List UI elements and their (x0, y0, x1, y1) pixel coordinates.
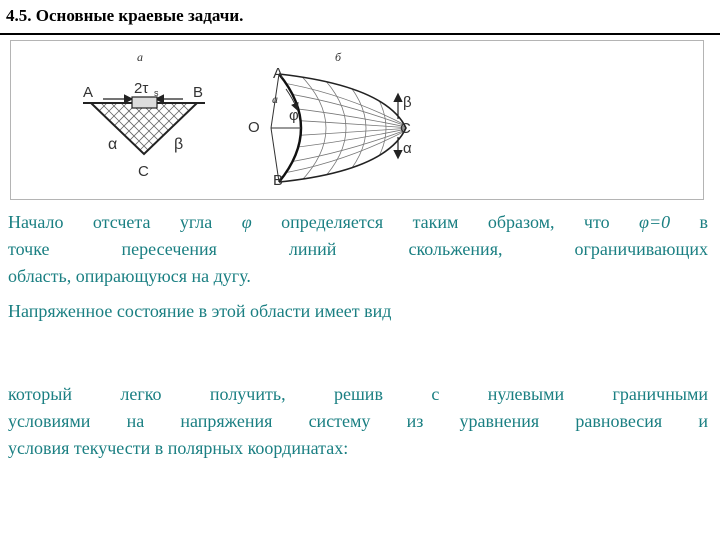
a-alpha-label: α (108, 136, 118, 153)
a-beta-label: β (174, 136, 184, 153)
panel-a-label: а (137, 50, 143, 64)
para3-line1: который легко получить, решив с нулевыми граничными (8, 384, 708, 404)
a-tau-sub: s (154, 88, 159, 98)
slip-line-figure (11, 41, 705, 201)
para1-phi-eq: φ=0 (639, 212, 671, 232)
para1-text-b: определяется таким образом, что (281, 212, 610, 232)
para1-phi: φ (241, 212, 252, 232)
a-point-b-label: B (193, 84, 204, 101)
a-point-a-label: A (83, 84, 94, 101)
b-beta-label: β (403, 94, 412, 111)
panel-b-label: б (335, 50, 342, 64)
para1-text-a: Начало отсчета угла (8, 212, 213, 232)
b-point-a-label: A (273, 65, 284, 82)
para2: Напряженное состояние в этой области имеет вид (8, 301, 392, 321)
panel-b-diagram (248, 50, 412, 191)
para3-line2: условиями на напряжения систему из уравнения равновесия и (8, 411, 708, 431)
figure-panel (10, 40, 704, 200)
panel-a-diagram (47, 50, 241, 180)
a-tau-label: 2τ (134, 80, 149, 97)
b-point-b-label: B (273, 172, 284, 189)
para1-text-c: в (699, 212, 709, 232)
para1-line3: область, опирающуюся на дугу. (8, 266, 251, 286)
para1-line1 (8, 211, 708, 234)
para3-line3: условия текучести в полярных координатах: (8, 438, 349, 458)
para1-line2: точке пересечения линий скольжения, ограничивающих (8, 239, 708, 259)
title-rule (0, 33, 720, 35)
page-title: 4.5. Основные краевые задачи. (6, 6, 244, 25)
b-point-o-label: O (248, 119, 260, 136)
b-alpha-label: α (403, 140, 412, 157)
b-point-c-label: C (400, 120, 411, 137)
b-side-a-label: a (272, 92, 278, 106)
b-phi-label: φ (289, 107, 299, 124)
a-point-c-label: C (138, 163, 149, 180)
